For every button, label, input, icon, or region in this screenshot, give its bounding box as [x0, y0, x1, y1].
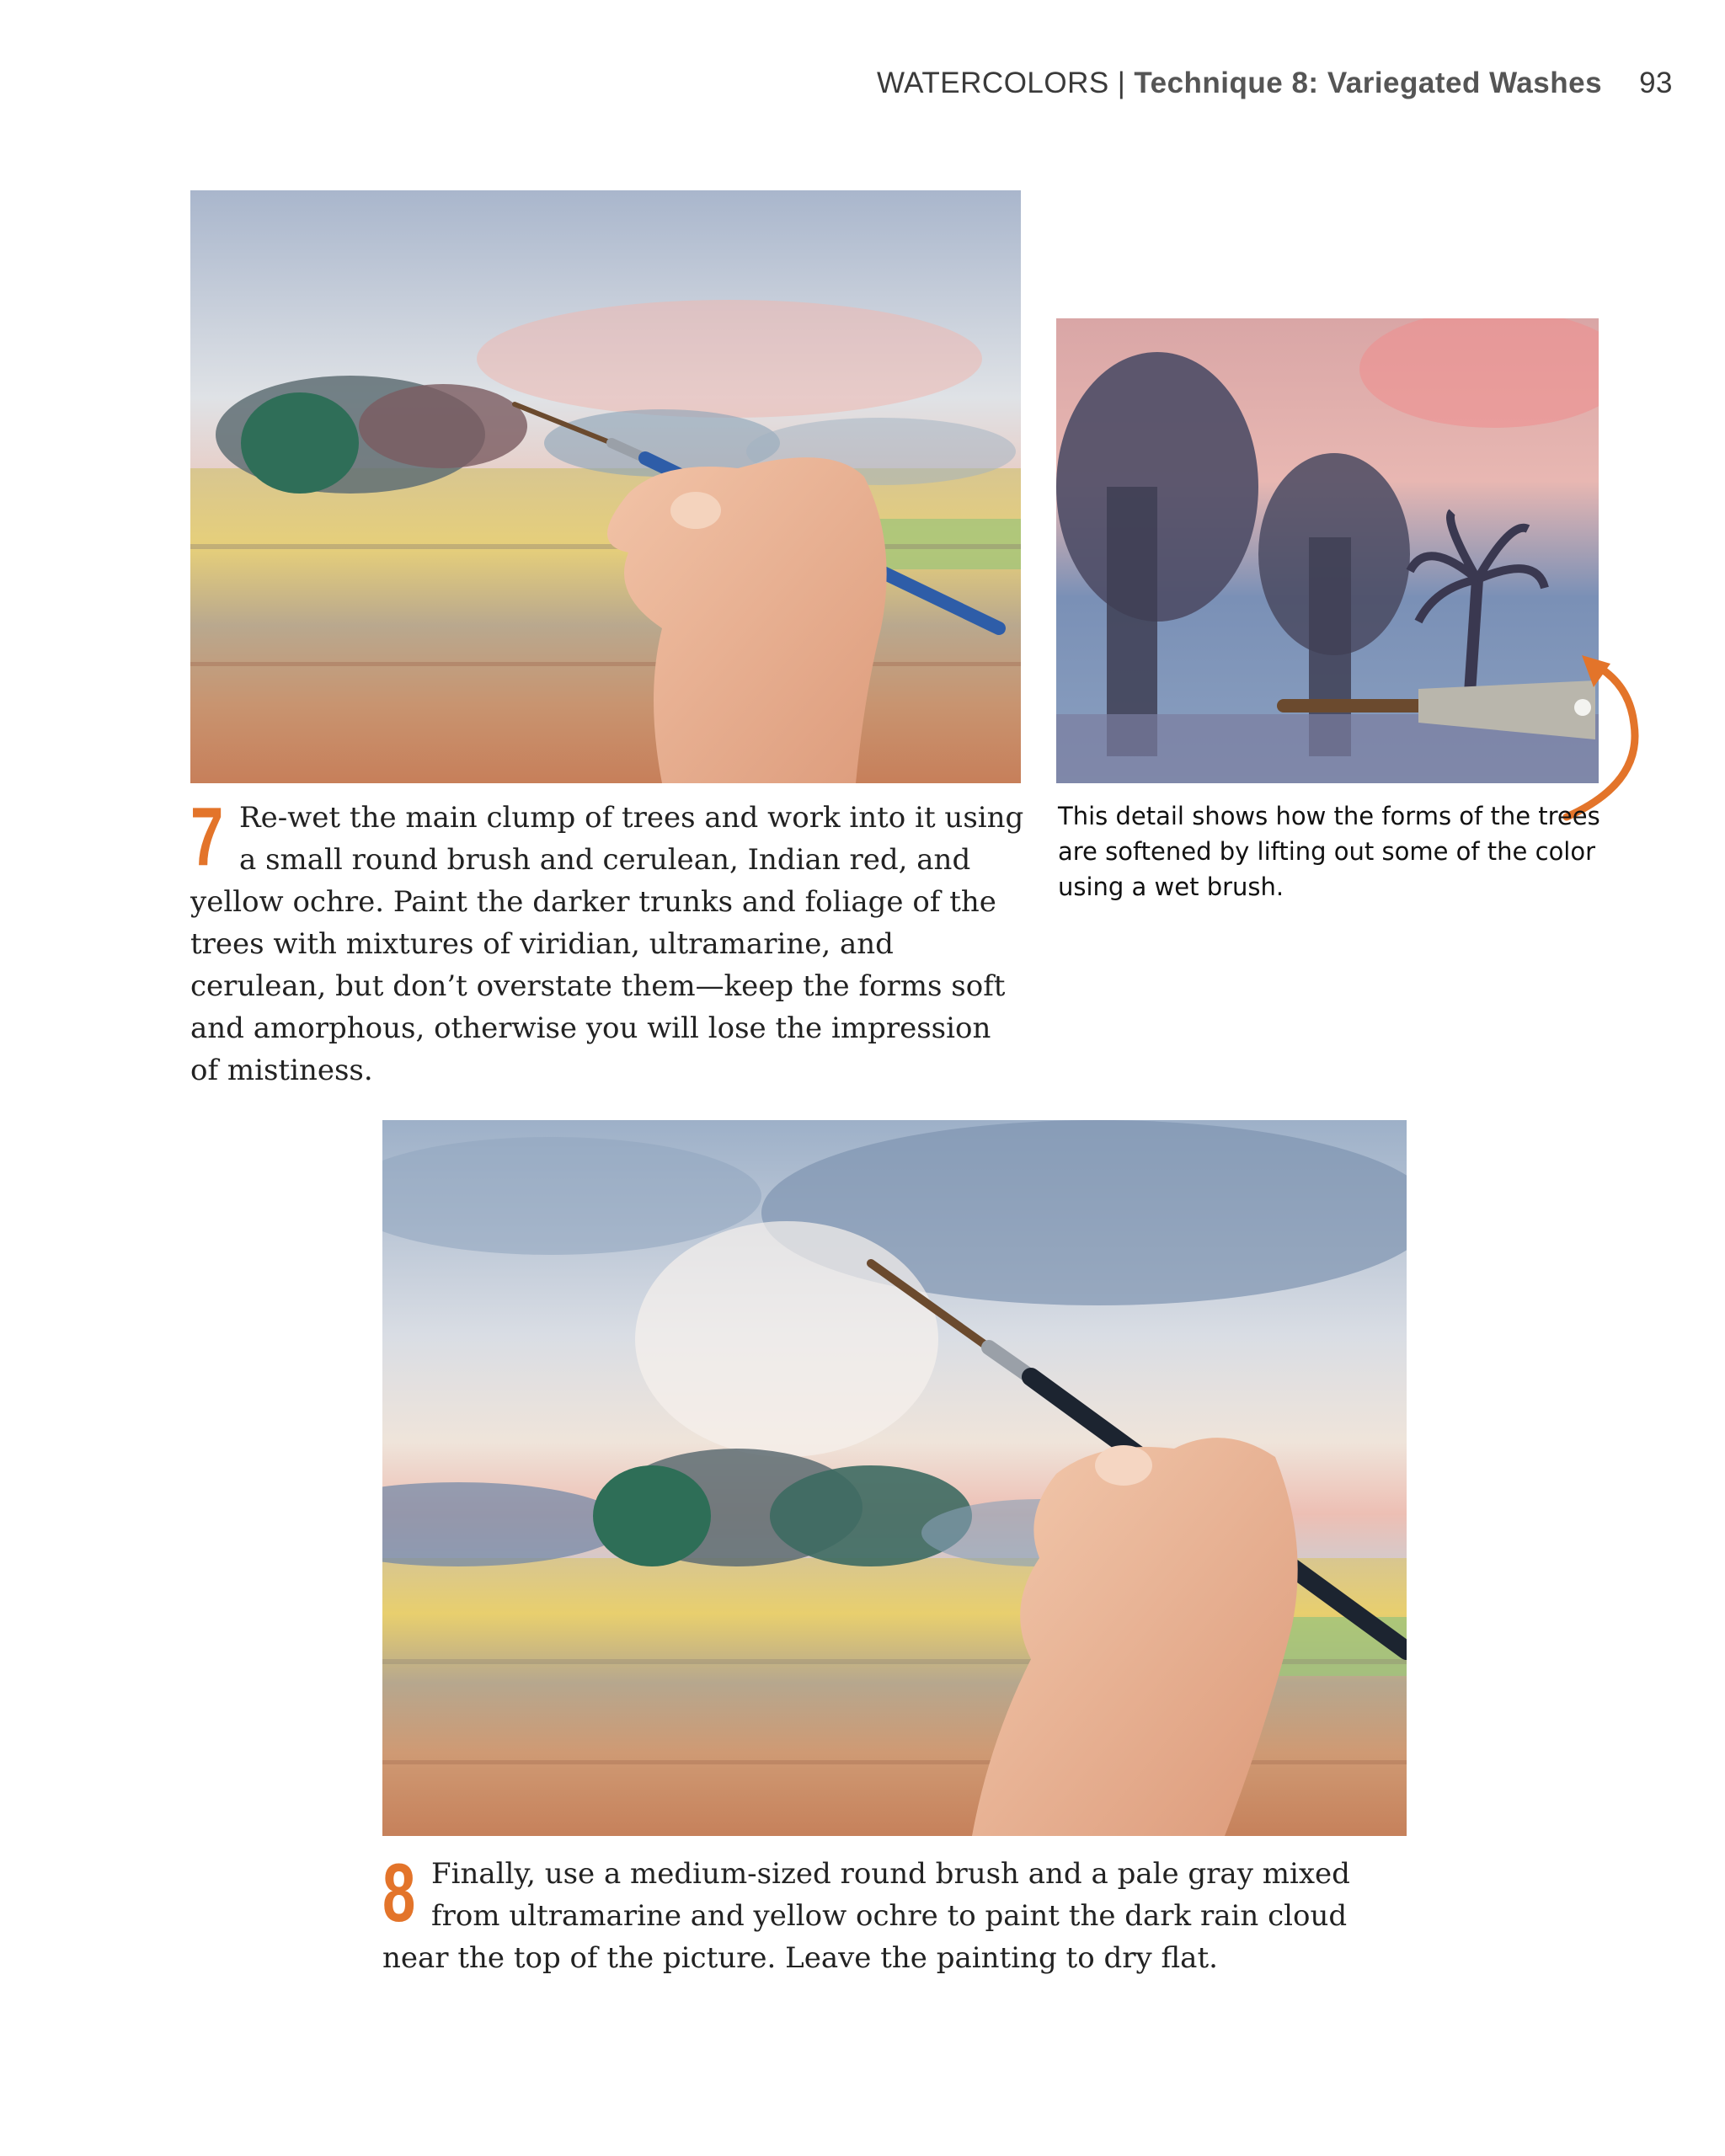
step7-paragraph	[190, 790, 1026, 1091]
header-separator: |	[1117, 67, 1126, 99]
section-title: WATERCOLORS	[876, 67, 1109, 99]
step8-number: 8	[382, 1846, 416, 1939]
detail-trees-photo	[1056, 318, 1599, 783]
detail-caption: This detail shows how the forms of the trees are softened by lifting out some of the color using a wet brush.	[1058, 802, 1600, 901]
step8-paragraph	[382, 1846, 1407, 1979]
step7-number: 7	[190, 790, 224, 883]
step7-text: Re-wet the main clump of trees and work into it using a small round brush and cerulean, Indian red, and yellow ochre. Paint the darker trunks and foliage of the trees with mixtures of viridian, ultramarine, and cerulean, but don’t overstate them—keep the forms soft and amorphous, otherwise you will lose the impression of mistiness.	[190, 801, 1024, 1087]
step8-painting-photo	[382, 1120, 1407, 1836]
technique-title: Technique 8: Variegated Washes	[1134, 67, 1603, 99]
page-number: 93	[1639, 67, 1673, 99]
step7-painting-photo	[190, 190, 1021, 783]
step8-text: Finally, use a medium-sized round brush and a pale gray mixed from ultramarine and yellow ochre to paint the dark rain cloud near the top of the picture. Leave the painting to dry flat.	[382, 1857, 1350, 1975]
running-header	[877, 66, 1673, 101]
